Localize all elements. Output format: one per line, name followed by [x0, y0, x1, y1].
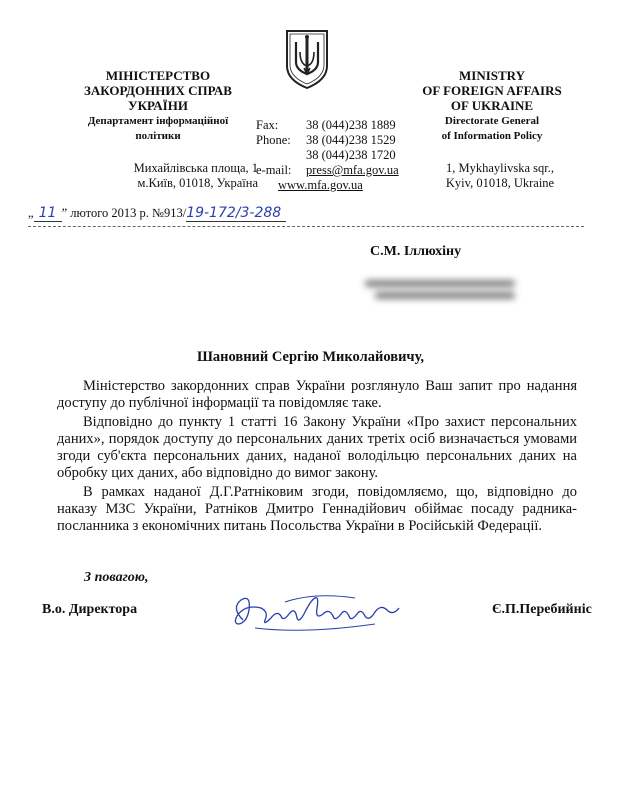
addressee-name: С.М. Іллюхіну [370, 244, 462, 259]
divider [28, 226, 584, 227]
org-name-line: OF FOREIGN AFFAIRS [422, 83, 562, 98]
registration-line [28, 205, 588, 222]
closing-regards: З повагою, [84, 570, 149, 585]
ministry-name-english [410, 68, 574, 143]
body-paragraph: Відповідно до пункту 1 статті 16 Закону України «Про захист персональних даних», порядок доступу до персональних даних третіх осіб визначається умовами згоди суб'єкта персональних даних, наданої володільцю персональних даних на обробку цих даних, або відповідно до вимог закону. [57, 414, 577, 481]
registration-number-prefix: №913/ [152, 206, 187, 220]
handwritten-signature [225, 590, 405, 636]
signatory-name: Є.П.Перебийніс [492, 602, 592, 617]
department-name-line: Directorate General [444, 115, 540, 127]
phone-label: Phone: [256, 133, 291, 147]
address-ukrainian [58, 161, 258, 191]
org-name-line: УКРАЇНИ [128, 98, 188, 113]
website-link[interactable]: www.mfa.gov.ua [278, 178, 363, 192]
redacted-address [365, 280, 525, 308]
registration-month-year: лютого 2013 р. [70, 206, 149, 220]
org-name-line: МІНІСТЕРСТВО [105, 68, 211, 83]
department-name-line: of Information Policy [441, 130, 543, 142]
department-name-line: політики [135, 130, 181, 142]
address-line: м.Київ, 01018, Україна [137, 176, 258, 190]
org-name-line: ЗАКОРДОННИХ СПРАВ [84, 83, 232, 98]
address-line: Kyiv, 01018, Ukraine [445, 176, 555, 190]
registration-day: 11 [34, 205, 62, 222]
open-quote: „ [28, 206, 34, 220]
trident-coat-of-arms-icon [283, 28, 331, 90]
phone-number: 38 (044)238 1529 [306, 133, 396, 147]
registration-number-handwritten: 19-172/3-288 [186, 205, 286, 222]
org-name-line: MINISTRY [459, 68, 525, 83]
email-label: e-mail: [256, 163, 292, 177]
body-paragraph: Міністерство закордонних справ України розглянуло Ваш запит про надання доступу до публічної інформації та повідомляє таке. [57, 378, 577, 411]
fax-number: 38 (044)238 1889 [306, 118, 396, 132]
contact-block [256, 118, 416, 193]
salutation: Шановний Сергію Миколайовичу, [196, 349, 425, 365]
address-line: Михайлівська площа, 1 [133, 161, 258, 175]
phone-number: 38 (044)238 1720 [306, 148, 396, 162]
signatory-title: В.о. Директора [42, 602, 138, 617]
close-quote: ” [61, 206, 68, 220]
letter-body [57, 378, 577, 537]
address-line: 1, Mykhaylivska sqr., [446, 161, 554, 175]
phone-label-spacer [256, 148, 306, 163]
address-english [420, 161, 580, 191]
ministry-name-ukrainian [58, 68, 258, 143]
department-name-line: Департамент інформаційної [87, 115, 229, 127]
org-name-line: OF UKRAINE [450, 98, 534, 113]
email-link[interactable]: press@mfa.gov.ua [306, 163, 399, 177]
body-paragraph: В рамках наданої Д.Г.Ратніковим згоди, повідомляємо, що, відповідно до наказу МЗС України, Ратніков Дмитро Геннадійович обіймає посаду радника-посланника з економічних питань Посольства України в Російській Федерації. [57, 484, 577, 534]
signature-row [0, 598, 621, 648]
fax-label: Fax: [256, 118, 279, 132]
